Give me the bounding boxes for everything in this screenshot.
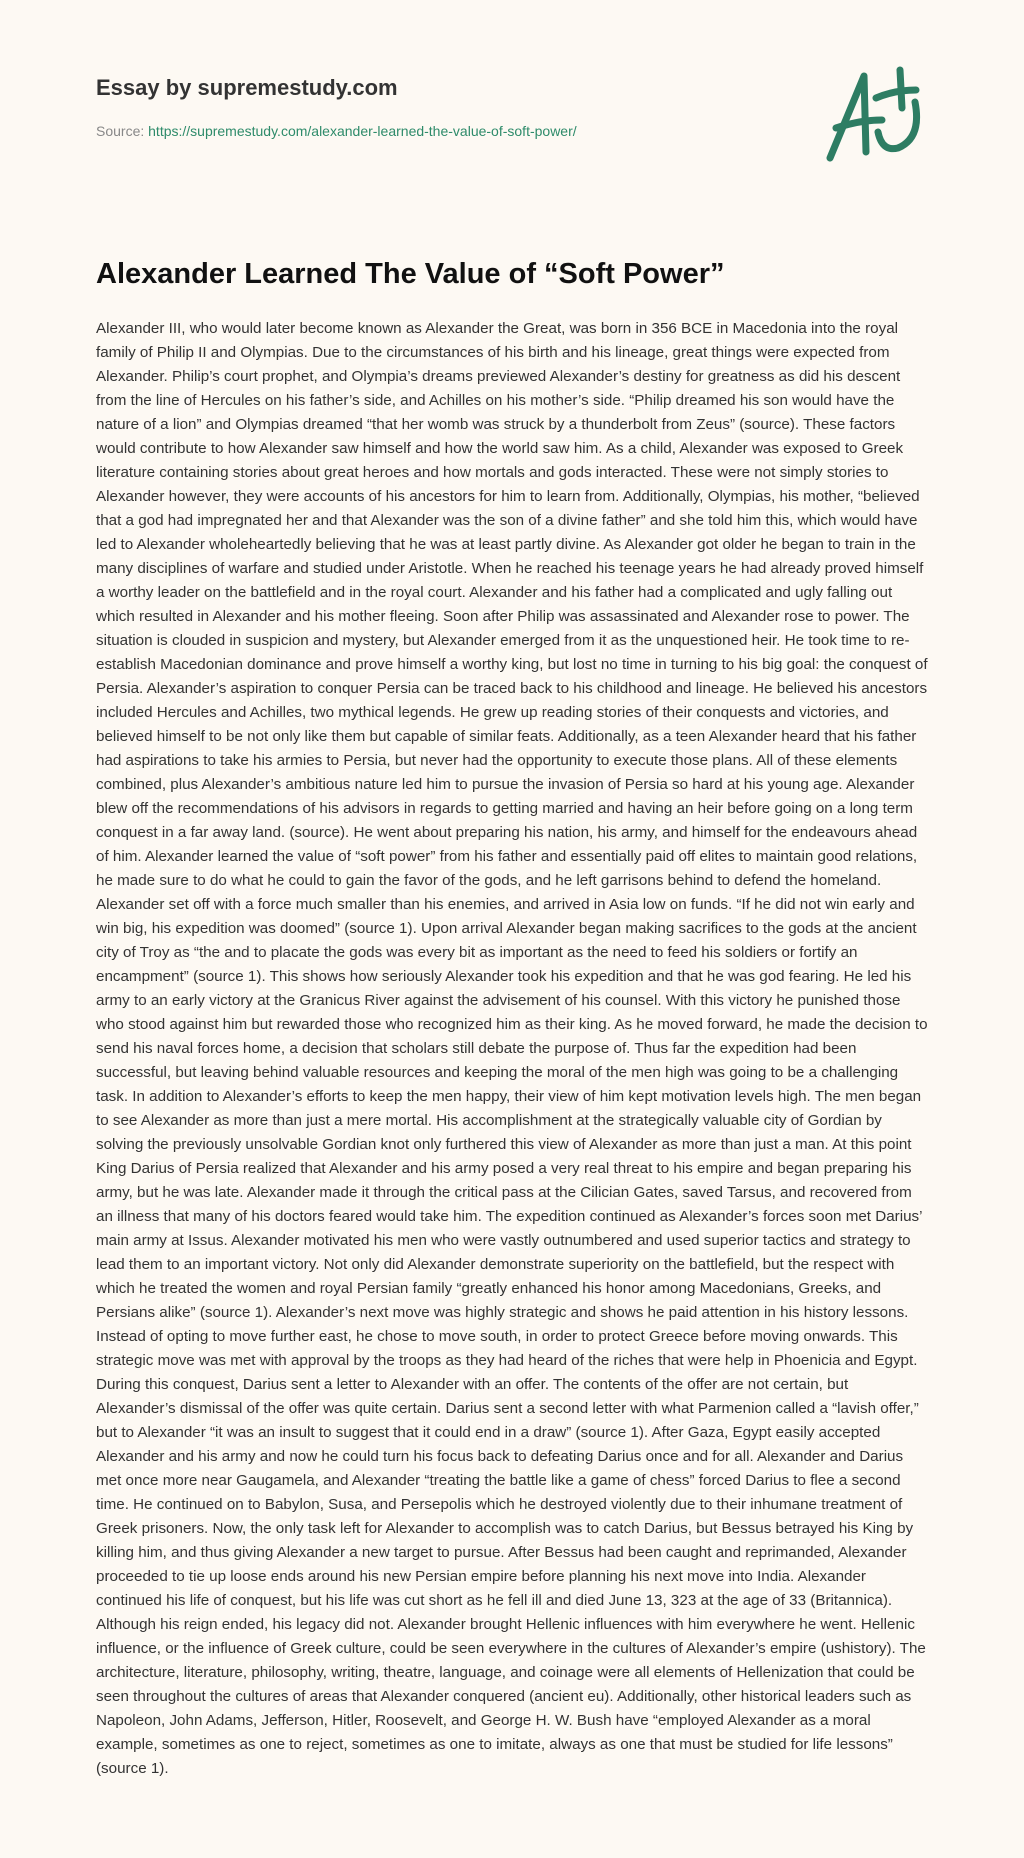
page-header [0,0,1024,240]
source-link[interactable]: https://supremestudy.com/alexander-learned-the-value-of-soft-power/ [148,123,577,139]
site-title: Essay by supremestudy.com [96,75,398,100]
essay-title: Alexander Learned The Value of “Soft Power” [96,258,725,290]
source-label: Source: [96,123,149,139]
a-plus-grade-icon [820,60,940,170]
source-line [96,123,577,139]
essay-body: Alexander III, who would later become known as Alexander the Great, was born in 356 BCE in Macedonia into the royal family of Philip II and Olympias. Due to the circumstances of his birth and his lineage, great things were expected from Alexander. Philip’s court prophet, and Olympia’s dreams previewed Alexander’s destiny for greatness as did his descent from the line of Hercules on his father’s side, and Achilles on his mother’s side. “Philip dreamed his son would have the nature of a lion” and Olympias dreamed “that her womb was struck by a thunderbolt from Zeus” (source). These factors would contribute to how Alexander saw himself and how the world saw him. As a child, Alexander was exposed to Greek literature containing stories about great heroes and how mortals and gods interacted. These were not simply stories to Alexander however, they were accounts of his ancestors for him to learn from. Additionally, Olympias, his mother, “believed that a god had impregnated her and that Alexander was the son of a divine father” and she told him this, which would have led to Alexander wholeheartedly believing that he was at least partly divine. As Alexander got older he began to train in the many disciplines of warfare and studied under Aristotle. When he reached his teenage years he had already proved himself a worthy leader on the battlefield and in the royal court. Alexander and his father had a complicated and ugly falling out which resulted in Alexander and his mother fleeing. Soon after Philip was assassinated and Alexander rose to power. The situation is clouded in suspicion and mystery, but Alexander emerged from it as the unquestioned heir. He took time to re-establish Macedonian dominance and prove himself a worthy king, but lost no time in turning to his big goal: the conquest of Persia. Alexander’s aspiration to conquer Persia can be traced back to his childhood and lineage. He believed his ancestors included Hercules and Achilles, two mythical legends. He grew up reading stories of their conquests and victories, and believed himself to be not only like them but capable of similar feats. Additionally, as a teen Alexander heard that his father had aspirations to take his armies to Persia, but never had the opportunity to execute those plans. All of these elements combined, plus Alexander’s ambitious nature led him to pursue the invasion of Persia so hard at his young age. Alexander blew off the recommendations of his advisors in regards to getting married and having an heir before going on a long term conquest in a far away land. (source). He went about preparing his nation, his army, and himself for the endeavours ahead of him. Alexander learned the value of “soft power” from his father and essentially paid off elites to maintain good relations, he made sure to do what he could to gain the favor of the gods, and he left garrisons behind to defend the homeland. Alexander set off with a force much smaller than his enemies, and arrived in Asia low on funds. “If he did not win early and win big, his expedition was doomed” (source 1). Upon arrival Alexander began making sacrifices to the gods at the ancient city of Troy as “the and to placate the gods was every bit as important as the need to feed his soldiers or fortify an encampment” (source 1). This shows how seriously Alexander took his expedition and that he was god fearing. He led his army to an early victory at the Granicus River against the advisement of his counsel. With this victory he punished those who stood against him but rewarded those who recognized him as their king. As he moved forward, he made the decision to send his naval forces home, a decision that scholars still debate the purpose of. Thus far the expedition had been successful, but leaving behind valuable resources and keeping the moral of the men high was going to be a challenging task. In addition to Alexander’s efforts to keep the men happy, their view of him kept motivation levels high. The men began to see Alexander as more than just a mere mortal. His accomplishment at the strategically valuable city of Gordian by solving the previously unsolvable Gordian knot only furthered this view of Alexander as more than just a man. At this point King Darius of Persia realized that Alexander and his army posed a very real threat to his empire and began preparing his army, but he was late. Alexander made it through the critical pass at the Cilician Gates, saved Tarsus, and recovered from an illness that many of his doctors feared would take him. The expedition continued as Alexander’s forces soon met Darius’ main army at Issus. Alexander motivated his men who were vastly outnumbered and used superior tactics and strategy to lead them to an important victory. Not only did Alexander demonstrate superiority on the battlefield, but the respect with which he treated the women and royal Persian family “greatly enhanced his honor among Macedonians, Greeks, and Persians alike” (source 1). Alexander’s next move was highly strategic and shows he paid attention in his history lessons. Instead of opting to move further east, he chose to move south, in order to protect Greece before moving onwards. This strategic move was met with approval by the troops as they had heard of the riches that were help in Phoenicia and Egypt. During this conquest, Darius sent a letter to Alexander with an offer. The contents of the offer are not certain, but Alexander’s dismissal of the offer was quite certain. Darius sent a second letter with what Parmenion called a “lavish offer,” but to Alexander “it was an insult to suggest that it could end in a draw” (source 1). After Gaza, Egypt easily accepted Alexander and his army and now he could turn his focus back to defeating Darius once and for all. Alexander and Darius met once more near Gaugamela, and Alexander “treating the battle like a game of chess” forced Darius to flee a second time. He continued on to Babylon, Susa, and Persepolis which he destroyed violently due to their inhumane treatment of Greek prisoners. Now, the only task left for Alexander to accomplish was to catch Darius, but Bessus betrayed his King by killing him, and thus giving Alexander a new target to pursue. After Bessus had been caught and reprimanded, Alexander proceeded to tie up loose ends around his new Persian empire before planning his next move into India. Alexander continued his life of conquest, but his life was cut short as he fell ill and died June 13, 323 at the age of 33 (Britannica). Although his reign ended, his legacy did not. Alexander brought Hellenic influences with him everywhere he went. Hellenic influence, or the influence of Greek culture, could be seen everywhere in the cultures of Alexander’s empire (ushistory). The architecture, literature, philosophy, writing, theatre, language, and coinage were all elements of Hellenization that could be seen throughout the cultures of areas that Alexander conquered (ancient eu). Additionally, other historical leaders such as Napoleon, John Adams, Jefferson, Hitler, Roosevelt, and George H. W. Bush have “employed Alexander as a moral example, sometimes as one to reject, sometimes as one to imitate, always as one that must be studied for life lessons” (source 1). [96,319,928,1777]
